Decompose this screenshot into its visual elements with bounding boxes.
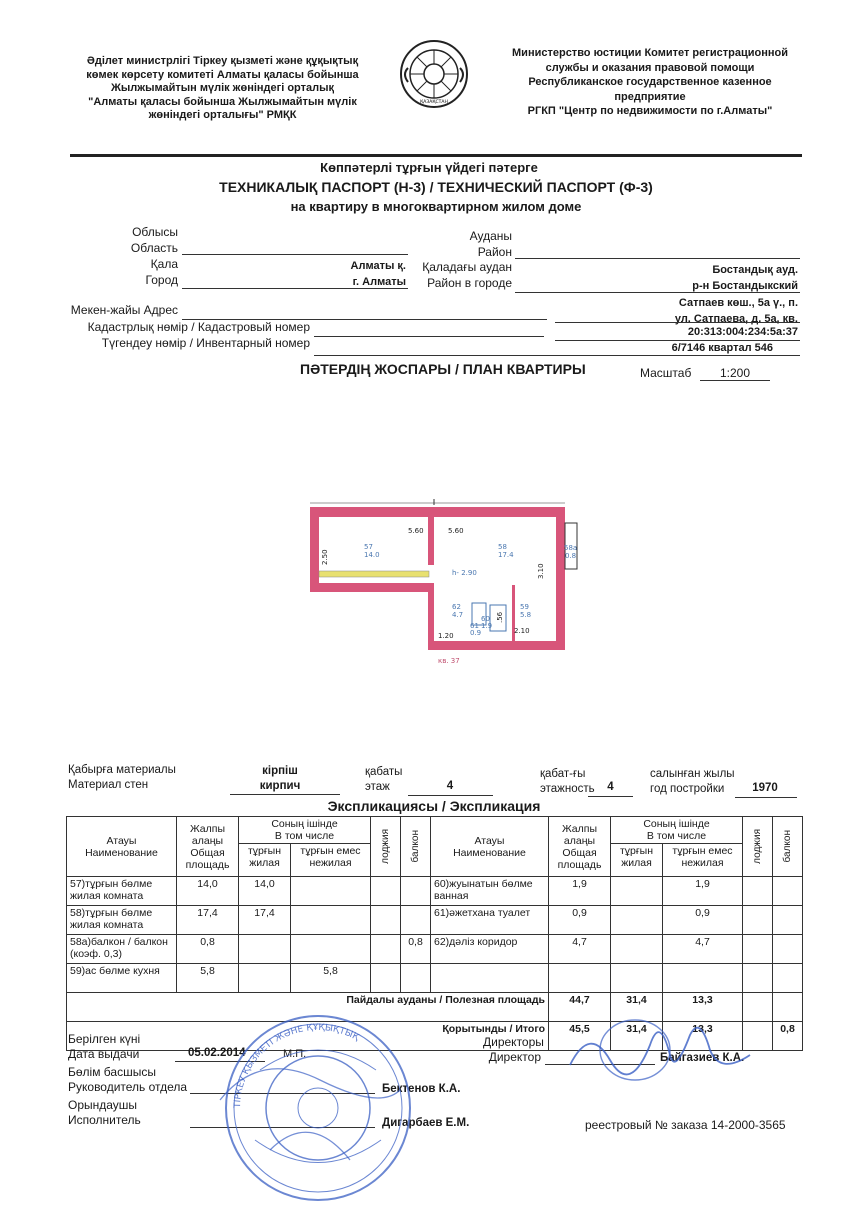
kala-audany-label — [412, 259, 512, 291]
room-living: 17,4 — [239, 906, 291, 935]
useful-total: 44,7 — [549, 993, 611, 1022]
room-nonliving: 0,9 — [663, 906, 743, 935]
value-ru: г. Алматы — [352, 276, 406, 288]
cadastral-field-line-2 — [555, 340, 800, 341]
label-kz: Қаладағы аудан — [422, 260, 512, 274]
room-total: 5,8 — [177, 964, 239, 993]
label-kz: Қабырға материалы — [68, 764, 176, 776]
total-nonliving: 13,3 — [663, 1022, 743, 1051]
audany-field-line — [515, 258, 800, 259]
room-loggia — [371, 906, 401, 935]
room-total — [549, 964, 611, 993]
label-kz: Бөлім басшысы — [68, 1065, 156, 1079]
col-header-incl — [611, 817, 743, 844]
doc-title-main: ТЕХНИКАЛЫҚ ПАСПОРТ (Н-3) / ТЕХНИЧЕСКИЙ ПАСПОРТ (Ф-3) — [219, 179, 653, 195]
room-balcony — [773, 906, 803, 935]
room-total: 4,7 — [549, 935, 611, 964]
label-kz: Қала — [150, 257, 178, 271]
floor-line — [408, 795, 493, 796]
header-left-line: "Алматы қаласы бойынша Жылжымайтын мүлік — [88, 95, 357, 108]
value-ru: р-н Бостандыкский — [692, 280, 798, 292]
header-left-line: көмек көрсету комитеті Алматы қаласы бойынша — [86, 68, 359, 81]
useful-area-label: Пайдалы ауданы / Полезная площадь — [67, 993, 549, 1022]
hdr-kz: Атауы — [106, 834, 137, 847]
table-row — [67, 877, 803, 906]
room-loggia — [371, 935, 401, 964]
table-row — [67, 906, 803, 935]
district-value — [515, 262, 798, 294]
room-balcony — [401, 964, 431, 993]
label-ru: Руководитель отдела — [68, 1080, 188, 1094]
hdr-kz: тұрғын емес — [300, 845, 361, 857]
label-ru: Материал стен — [68, 779, 149, 791]
hdr-kz: Соның ішінде — [643, 818, 710, 830]
col-header-total — [549, 817, 611, 877]
col-header-balcony — [401, 817, 431, 877]
header-right-line: РГКП "Центр по недвижимости по г.Алматы" — [527, 105, 773, 117]
label-kz: Облысы — [132, 225, 178, 239]
room-total: 0,8 — [177, 935, 239, 964]
header-left-line: Жылжымайтын мүлік жөніндегі орталық — [110, 82, 335, 94]
room-area: 0.8 — [565, 552, 577, 560]
label-ru: Район — [477, 245, 512, 259]
executor-label — [68, 1098, 141, 1128]
room-living — [611, 935, 663, 964]
room-balcony — [401, 877, 431, 906]
header-right-line: Республиканское государственное казенное — [528, 76, 772, 88]
room-name: 59)ас бөлме кухня — [67, 964, 177, 993]
kala-label — [80, 256, 178, 288]
floors-value: 4 — [607, 781, 614, 793]
hdr: лоджия — [380, 829, 391, 864]
room-living — [611, 906, 663, 935]
hdr-kz: тұрғын емес — [672, 845, 733, 857]
oblys-field-line — [182, 254, 408, 255]
apartment-label: кв. 37 — [438, 657, 460, 665]
year-label — [650, 767, 735, 797]
director-name: Байгазиев К.А. — [660, 1052, 745, 1064]
hdr-kz: Атауы — [474, 834, 505, 847]
room-name — [431, 964, 549, 993]
col-header-nonliving — [291, 844, 371, 877]
room-loggia — [743, 935, 773, 964]
dim-label: 1.20 — [438, 632, 454, 640]
label-kz: салынған жылы — [650, 768, 735, 780]
hdr-ru: В том числе — [274, 830, 335, 842]
col-header-name — [431, 817, 549, 877]
cadastral-label: Кадастрлық нөмір / Кадастровый номер — [87, 320, 310, 334]
room-nonliving — [291, 906, 371, 935]
header-row — [67, 817, 803, 844]
wall-material-line — [230, 794, 340, 795]
hdr: площадь — [185, 858, 230, 871]
hdr: Общая — [190, 846, 225, 859]
header-right-org — [500, 46, 800, 119]
room-area: 0.9 — [470, 629, 482, 637]
hdr: лоджия — [752, 829, 763, 864]
plan-title: ПӘТЕРДІҢ ЖОСПАРЫ / ПЛАН КВАРТИРЫ — [300, 361, 586, 377]
dept-head-name: Бектенов К.А. — [382, 1083, 461, 1095]
hdr-ru: Наименование — [453, 846, 526, 859]
room-nonliving: 5,8 — [291, 964, 371, 993]
address-label: Мекен-жайы Адрес — [70, 303, 178, 317]
room-num: 58а — [564, 544, 578, 552]
room-name: 62)дәліз коридор — [431, 935, 549, 964]
dim-label: 2.10 — [514, 627, 530, 635]
explication-title: Экспликациясы / Экспликация — [327, 798, 541, 814]
hdr-ru: Наименование — [85, 846, 158, 859]
col-header-name — [67, 817, 177, 877]
inventory-value: 6/7146 квартал 546 — [671, 342, 773, 354]
hdr: Жалпы — [189, 822, 225, 835]
floors-line — [588, 796, 633, 797]
header-right-line: Министерство юстиции Комитет регистрационной — [512, 47, 788, 59]
mp-label: М.П. — [283, 1048, 307, 1060]
hdr: Общая — [562, 846, 597, 859]
label-kz: Ауданы — [469, 229, 512, 243]
hdr-kz: Соның ішінде — [271, 818, 338, 830]
useful-living: 31,4 — [611, 993, 663, 1022]
label-ru: Исполнитель — [68, 1113, 141, 1127]
room-num: 62 — [452, 603, 461, 611]
label-kz: Берілген күні — [68, 1032, 141, 1046]
room-loggia — [743, 964, 773, 993]
dept-head-label — [68, 1065, 187, 1095]
room-name: 61)әжетхана туалет — [431, 906, 549, 935]
dim-label: .56 — [496, 611, 504, 623]
col-header-nonliving — [663, 844, 743, 877]
scale-label: Масштаб — [640, 366, 692, 380]
room-name: 57)тұрғын бөлме жилая комната — [67, 877, 177, 906]
col-header-total — [177, 817, 239, 877]
hdr-kz: тұрғын — [619, 845, 654, 857]
dim-label: 5.60 — [448, 527, 464, 535]
room-nonliving: 1,9 — [663, 877, 743, 906]
room-nonliving: 4,7 — [663, 935, 743, 964]
header-left-org — [70, 55, 375, 123]
room-total: 1,9 — [549, 877, 611, 906]
floors-label — [540, 767, 595, 797]
label-ru: год постройки — [650, 783, 725, 795]
room-area: 1.9 — [481, 622, 493, 630]
label-kz: Директоры — [483, 1035, 544, 1049]
room-balcony: 0,8 — [401, 935, 431, 964]
total-total: 45,5 — [549, 1022, 611, 1051]
label-kz: қабаты — [365, 766, 403, 778]
label-ru: этаж — [365, 781, 390, 793]
state-emblem-icon — [398, 38, 470, 110]
audany-label — [412, 228, 512, 260]
label-kz: қабат-ғы — [540, 768, 586, 780]
dim-label: 3.10 — [537, 563, 545, 579]
value-kz: Алматы қ. — [350, 260, 406, 272]
room-area: 17.4 — [498, 551, 514, 559]
header-right-line: предприятие — [614, 90, 686, 103]
room-living — [611, 877, 663, 906]
official-stamp-icon — [200, 1010, 435, 1205]
col-header-loggia — [371, 817, 401, 877]
hdr: балкон — [410, 830, 421, 863]
room-total: 14,0 — [177, 877, 239, 906]
kala-field-line — [182, 288, 408, 289]
total-balcony: 0,8 — [773, 1022, 803, 1051]
floor-plan — [300, 495, 590, 675]
hdr-ru: нежилая — [681, 857, 724, 869]
doc-title-sub: на квартиру в многоквартирном жилом доме — [290, 199, 582, 214]
hdr: балкон — [782, 830, 793, 863]
value-ru: кирпич — [259, 780, 301, 792]
room-nonliving — [663, 964, 743, 993]
director-label — [483, 1035, 544, 1065]
inventory-field-line — [314, 355, 800, 356]
room-num: 57 — [364, 543, 373, 551]
hdr-ru: жилая — [621, 857, 652, 869]
room-area: 4.7 — [452, 611, 464, 619]
dim-label: 2.50 — [321, 549, 329, 565]
floor-label — [365, 765, 402, 795]
floor-value: 4 — [446, 780, 454, 792]
room-balcony — [401, 906, 431, 935]
kala-value — [182, 258, 406, 290]
col-header-living — [611, 844, 663, 877]
stamp-text: ТІРКЕУ ҚЫЗМЕТІ ЖӘНЕ ҚҰҚЫҚТЫҚ — [232, 1022, 361, 1109]
room-name: 60)жуынатын бөлме ванная — [431, 877, 549, 906]
total-label: Қорытынды / Итого — [67, 1022, 549, 1051]
label-kz: Орындаушы — [68, 1098, 138, 1112]
wall-material-label — [68, 763, 176, 793]
hdr: алаңы — [563, 834, 596, 847]
hdr: площадь — [557, 858, 602, 871]
oblys-label — [80, 224, 178, 256]
partition — [319, 571, 429, 577]
hdr-kz: тұрғын — [247, 845, 282, 857]
dim-label: 5.60 — [408, 527, 424, 535]
value-kz: Бостандық ауд. — [712, 264, 798, 276]
room-area: 5.8 — [520, 611, 532, 619]
table-row — [67, 964, 803, 993]
room-loggia — [371, 877, 401, 906]
col-header-loggia — [743, 817, 773, 877]
room-area: 14.0 — [364, 551, 380, 559]
label-ru: Область — [130, 241, 178, 255]
room-loggia — [743, 877, 773, 906]
header-left-line: жөніндегі орталығы" РМҚК — [148, 109, 297, 121]
svg-text:ТІРКЕУ ҚЫЗМЕТІ ЖӘНЕ ҚҰҚЫҚТЫҚ — [233, 1023, 361, 1109]
room-loggia — [743, 906, 773, 935]
col-header-living — [239, 844, 291, 877]
col-header-balcony — [773, 817, 803, 877]
header-divider — [70, 154, 802, 157]
emblem-text: ҚАЗАҚСТАН — [420, 100, 448, 105]
room-num: 60 — [481, 615, 490, 623]
value-ru: ул. Сатпаева, д. 5а, кв. — [674, 313, 798, 325]
room-total: 17,4 — [177, 906, 239, 935]
value-kz: Сатпаев көш., 5а ү., п. — [678, 297, 798, 309]
room-total: 0,9 — [549, 906, 611, 935]
room-name: 58)тұрғын бөлме жилая комната — [67, 906, 177, 935]
room-nonliving — [291, 935, 371, 964]
room-balcony — [773, 877, 803, 906]
room-living: 14,0 — [239, 877, 291, 906]
label-ru: Район в городе — [427, 276, 512, 290]
cadastral-value: 20:313:004:234:5а:37 — [687, 326, 798, 338]
inventory-label: Түгендеу нөмір / Инвентарный номер — [101, 336, 310, 350]
value-kz: кірпіш — [262, 765, 298, 777]
room-living — [239, 964, 291, 993]
room-nonliving — [291, 877, 371, 906]
cadastral-field-line — [314, 336, 544, 337]
wall-material-value — [240, 764, 320, 794]
col-header-incl — [239, 817, 371, 844]
hdr-ru: нежилая — [309, 857, 352, 869]
hdr: алаңы — [191, 834, 224, 847]
header-right-line: службы и оказания правовой помощи — [545, 61, 755, 74]
scale-value: 1:200 — [700, 366, 770, 381]
label-ru: этажность — [540, 783, 595, 795]
address-field-line-2 — [555, 322, 800, 323]
registry-number: реестровый № заказа 14-2000-3565 — [585, 1118, 786, 1132]
room-num: 59 — [520, 603, 529, 611]
room-living — [611, 964, 663, 993]
label-ru: Директор — [488, 1050, 541, 1064]
ceiling-height: h- 2.90 — [452, 569, 477, 577]
room-balcony — [773, 964, 803, 993]
issued-label — [68, 1032, 140, 1062]
table-row — [67, 935, 803, 964]
label-ru: Город — [145, 273, 178, 287]
hdr: Жалпы — [561, 822, 597, 835]
district-field-line — [515, 292, 800, 293]
useful-nonliving: 13,3 — [663, 993, 743, 1022]
year-value: 1970 — [752, 782, 778, 794]
room-num: 61 — [470, 622, 479, 630]
room-balcony — [773, 935, 803, 964]
room-loggia — [371, 964, 401, 993]
doc-title-kz: Көппәтерлі тұрғын үйдегі пәтерге — [320, 160, 538, 175]
room-num: 58 — [498, 543, 507, 551]
director-signature-icon — [560, 1005, 760, 1095]
useful-balcony — [773, 993, 803, 1022]
hdr-ru: жилая — [249, 857, 280, 869]
room-living — [239, 935, 291, 964]
label-ru: Дата выдачи — [68, 1047, 140, 1061]
issued-date: 05.02.2014 — [188, 1047, 246, 1059]
total-living: 31,4 — [611, 1022, 663, 1051]
executor-name: Дигарбаев Е.М. — [382, 1117, 470, 1129]
header-left-line: Әділет министрлігі Тіркеу қызметі және құқықтық — [86, 55, 359, 67]
hdr-ru: В том числе — [646, 830, 707, 842]
room-name: 58а)балкон / балкон (коэф. 0,3) — [67, 935, 177, 964]
